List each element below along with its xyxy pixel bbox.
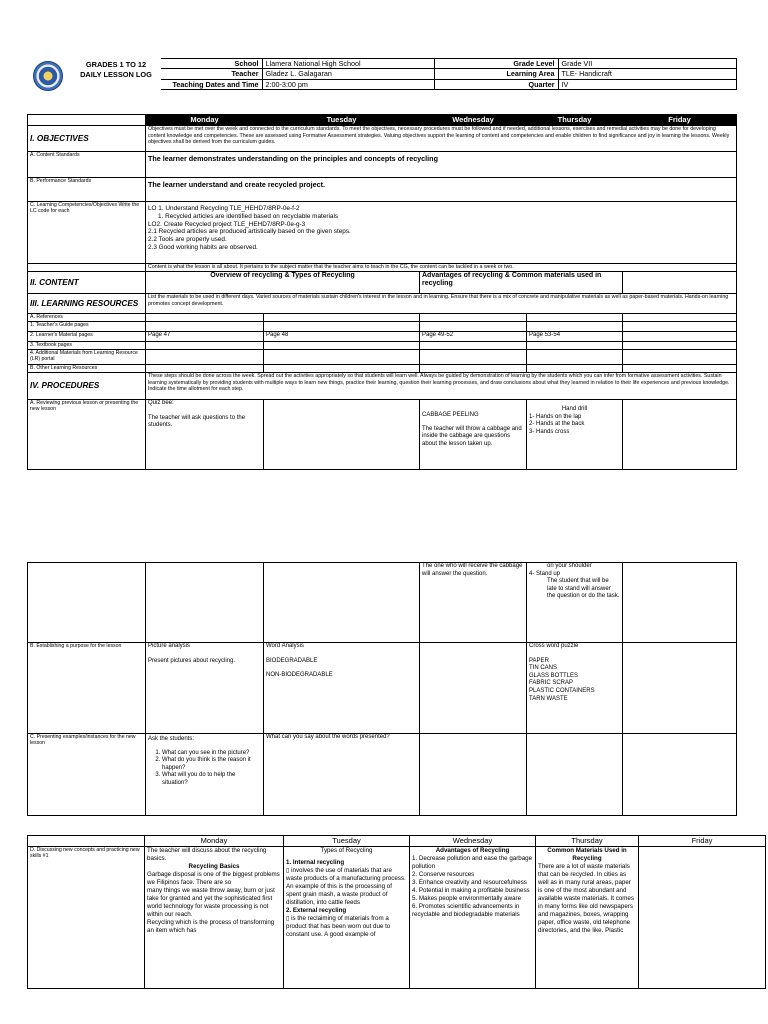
competency-line: 1. Recycled articles are identified based on recyclable materials (158, 212, 339, 220)
common-materials-text: There are a lot of waste materials that can be recycled. In cities as well as in many rural areas, paper is one of the most abundant and available waste materials. It comes in many forms like old newspapers and magazines, boxes, wrapping paper, office waste, old telephone directories, and the like. Plastic (538, 863, 634, 934)
reviewing-wednesday (420, 400, 527, 470)
content-standards-value: The learner demonstrates understanding on the principles and concepts of recycling (146, 152, 737, 178)
deped-seal-logo (33, 61, 63, 91)
page3-header-blank (28, 836, 145, 847)
quarter-value: IV (558, 79, 736, 89)
recycling-basics-text: many things we waste throw away, burn or just take for granted and yet the sophisticated first world technology for waste processing is not within our reach. (147, 887, 275, 918)
content-heading: II. CONTENT (28, 272, 146, 294)
dates-value: 2:00-3:00 pm (262, 79, 434, 89)
crossword-puzzle: Cross word puzzle (529, 643, 579, 649)
purpose-tuesday (264, 643, 420, 734)
day-thursday: Thursday (527, 115, 623, 126)
hand-drill-item: 3- Hands cross (529, 428, 570, 435)
lesson-log-table-page3 (27, 835, 766, 989)
word-analysis: Word Analysis (266, 643, 304, 649)
question-item: 3. What will you do to help the situation? (162, 772, 261, 787)
procedures-heading: IV. PROCEDURES (28, 373, 146, 400)
p3-day-wednesday: Wednesday (410, 836, 536, 847)
lm-page-tue: Page 48 (264, 332, 420, 342)
crossword-word: GLASS BOTTLES (529, 672, 579, 679)
learning-resources-heading: III. LEARNING RESOURCES (28, 294, 146, 314)
discussing-friday (639, 847, 766, 989)
grade-level-label: Grade Level (434, 59, 558, 69)
quiz-bee-desc: The teacher will ask questions to the students. (148, 414, 246, 429)
internal-recycling: 1. Internal recycling (286, 859, 345, 866)
grade-level-value: Grade VII (558, 59, 736, 69)
competency-line: 2.3 Good working habits are observed. (148, 243, 258, 251)
quarter-label: Quarter (434, 79, 558, 89)
lm-page-wed: Page 49-52 (420, 332, 527, 342)
hand-drill-continued (527, 563, 623, 643)
learning-area-value: TLE- Handicraft (558, 69, 736, 79)
competency-line: 2.1 Recycled articles are produced artistically based on the given steps. (148, 228, 351, 236)
discussing-thursday (536, 847, 639, 989)
hand-drill-cont-line: 4- Stand up (529, 570, 561, 577)
textbook-label: 3. Textbook pages (28, 342, 146, 350)
picture-analysis-desc: Present pictures about recycling. (148, 657, 236, 664)
teacher-label: Teacher (161, 69, 262, 79)
p3-day-friday: Friday (639, 836, 766, 847)
reviewing-friday (623, 400, 737, 470)
content-note-spacer (28, 264, 146, 272)
additional-materials-label: 4. Additional Materials from Learning Resource (LR) portal (28, 350, 146, 365)
daily-lesson-log-title: DAILY LESSON LOG (80, 70, 152, 79)
school-label: School (161, 59, 262, 69)
objectives-heading: I. OBJECTIVES (28, 126, 146, 152)
quiz-bee: Quiz bee: (148, 400, 174, 406)
grades-title: GRADES 1 TO 12 (85, 60, 147, 69)
day-monday: Monday (146, 115, 264, 126)
crossword-word: TARN WASTE (529, 695, 568, 702)
non-biodegradable: NON-BIODEGRADABLE (266, 672, 333, 679)
p3-day-tuesday: Tuesday (284, 836, 410, 847)
procedures-note: These steps should be done across the week. Spread out the activities appropriately so that students will learn well. Always be guided by demonstration of learning by the students which you can infer from formative assessment activities. Sustain learning systematically by providing students with multiple ways to learn new things, practice their learning, question their learning processes, and draw conclusions about what they learned in relation to their life experiences and previous knowledge. Indicate the time allotment for each step. (146, 373, 737, 400)
recycling-basics-heading: Recycling Basics (188, 863, 240, 870)
picture-analysis: Picture analysis (148, 643, 191, 649)
hand-drill-item: 2- Hands at the back (529, 421, 585, 428)
hand-drill: Hand drill (561, 406, 588, 412)
performance-standards-value: The learner understand and create recycled project. (146, 178, 737, 202)
performance-standards-label: B. Performance Standards (28, 178, 146, 202)
learners-material-label: 2. Learner's Material pages (28, 332, 146, 342)
teacher-value: Gladez L. Galagaran (262, 69, 434, 79)
discussing-tuesday (284, 847, 410, 989)
reviewing-thursday (527, 400, 623, 470)
objectives-note: Objectives must be met over the week and connected to the curriculum standards. To meet the objectives, necessary procedures must be followed and if needed, additional lessons, exercises and remedial activities may be done for developing content knowledge and competencies. These are assessed using Formative Assessment strategies. Valuing objectives support the learning of content and competencies and enable children to find significance and joy in learning the lessons. Weekly objectives shall be derived from the curriculum guides. (146, 126, 737, 152)
discussing-wednesday (410, 847, 536, 989)
p3-day-thursday: Thursday (536, 836, 639, 847)
question-item: 1. What can you see in the picture? (162, 750, 261, 758)
content-mon-tue: Overview of recycling & Types of Recycling (146, 272, 420, 294)
examples-monday (146, 734, 264, 816)
dates-label: Teaching Dates and Time (161, 79, 262, 89)
learning-area-label: Learning Area (434, 69, 558, 79)
hand-drill-cont-line: on your shoulder (547, 563, 592, 569)
content-wed: Advantages of recycling & Common materials used in recycling (420, 272, 623, 294)
day-wednesday: Wednesday (420, 115, 527, 126)
other-resources-label: B. Other Learning Resources (28, 365, 146, 373)
advantage-item: 3. Enhance creativity and resourcefulness (412, 879, 527, 886)
hand-drill-cont-line: The student that will be late to stand will answer the question or do the task. (547, 578, 620, 600)
examples-tuesday: What can you say about the words presented? (264, 734, 420, 816)
discussing-monday (145, 847, 284, 989)
lm-page-thu: Page 53-54 (527, 332, 623, 342)
recycling-basics-text: Garbage disposal is one of the biggest problems we Filipinos face. There are so (147, 871, 280, 886)
p3-day-monday: Monday (145, 836, 284, 847)
hand-drill-item: 1- Hands on the lap (529, 413, 582, 420)
advantage-item: 2. Conserve resources (412, 871, 475, 878)
day-header-blank (28, 115, 146, 126)
content-standards-label: A. Content Standards (28, 152, 146, 178)
purpose-monday (146, 643, 264, 734)
header-info-table (161, 58, 737, 90)
content-friday (623, 272, 737, 294)
lm-page-mon: Page 47 (146, 332, 264, 342)
question-item: 2. What do you think is the reason it happen? (162, 757, 261, 772)
ask-students: Ask the students: (148, 736, 195, 742)
crossword-word: TIN CANS (529, 665, 558, 672)
learning-competencies-value (146, 202, 737, 264)
competency-line: 2.2 Tools are properly used. (148, 236, 227, 244)
title-block (70, 60, 162, 80)
school-value: Llamera National High School (262, 59, 434, 69)
external-recycling-text: ▯ is the reclaiming of materials from a product that has been worn out due to constant use. A good example of (286, 915, 391, 938)
recycling-intro: The teacher will discuss about the recycling basics. (147, 847, 267, 862)
reviewing-monday (146, 400, 264, 470)
cabbage-continued: The one who will receive the cabbage will answer the question. (420, 563, 527, 643)
advantage-item: 6. Promotes scientific advancements in recyclable and biodegradable materials (412, 903, 520, 918)
common-materials-heading: Common Materials Used in Recycling (547, 847, 627, 862)
types-of-recycling-heading: Types of Recycling (320, 847, 373, 854)
learning-resources-note: List the materials to be used in different days. Varied sources of materials sustain children's interest in the lesson and in learning. Ensure that there is a mix of concrete and manipulative materials as well as paper-based materials. Hands-on learning promotes concept development. (146, 294, 737, 314)
learning-competencies-label: C. Learning Competencies/Objectives Write the LC code for each (28, 202, 146, 264)
crossword-word: FABRIC SCRAP (529, 680, 574, 687)
cabbage-peeling: CABBAGE PEELING (422, 412, 479, 418)
lesson-log-table-page1 (27, 114, 737, 470)
lesson-log-table-page2 (27, 562, 737, 816)
advantage-item: 1. Decrease pollution and ease the garbage pollution (412, 855, 533, 870)
presenting-examples-label: C. Presenting examples/instances for the new lesson (28, 734, 146, 816)
crossword-word: PAPER (529, 657, 549, 664)
advantage-item: 4. Potential in making a profitable business (412, 887, 530, 894)
teachers-guide-label: 1. Teacher's Guide pages (28, 322, 146, 332)
cabbage-peeling-desc: The teacher will throw a cabbage and inside the cabbage are questions about the lesson taken up. (422, 425, 522, 447)
references-label: A. References (28, 314, 146, 322)
day-header-row (28, 115, 737, 126)
competency-line: LO 1. Understand Recycling TLE_HEHD7/8RP-0e-f-2 (148, 205, 300, 212)
day-tuesday: Tuesday (264, 115, 420, 126)
advantages-heading: Advantages of Recycling (435, 847, 510, 854)
recycling-basics-text: Recycling which is the process of transforming an item which has (147, 919, 275, 934)
crossword-word: PLASTIC CONTAINERS (529, 687, 595, 694)
advantage-item: 5. Makes people environmentally aware (412, 895, 522, 902)
discussing-concepts-label: D. Discussing new concepts and practicing new skills #1 (28, 847, 145, 989)
establishing-purpose-label: B. Establishing a purpose for the lesson (28, 643, 146, 734)
purpose-thursday (527, 643, 623, 734)
competency-line: LO2. Create Recycled project TLE_HEHD7/8RP-0e-g-3 (148, 220, 306, 228)
reviewing-lesson-label: A. Reviewing previous lesson or presenting the new lesson (28, 400, 146, 470)
internal-recycling-text: ▯ involves the use of materials that are waste products of a manufacturing process. An example of this is the processing of spent grain mash, a waste product of distillation, into cattle feeds (286, 867, 406, 906)
external-recycling: 2. External recycling (286, 907, 347, 914)
reviewing-tuesday (264, 400, 420, 470)
day-friday: Friday (623, 115, 737, 126)
biodegradable: BIODEGRADABLE (266, 657, 318, 664)
content-note: Content is what the lesson is all about. It pertains to the subject matter that the teacher aims to teach in the CG, the content can be tackled in a week or two. (146, 264, 737, 272)
